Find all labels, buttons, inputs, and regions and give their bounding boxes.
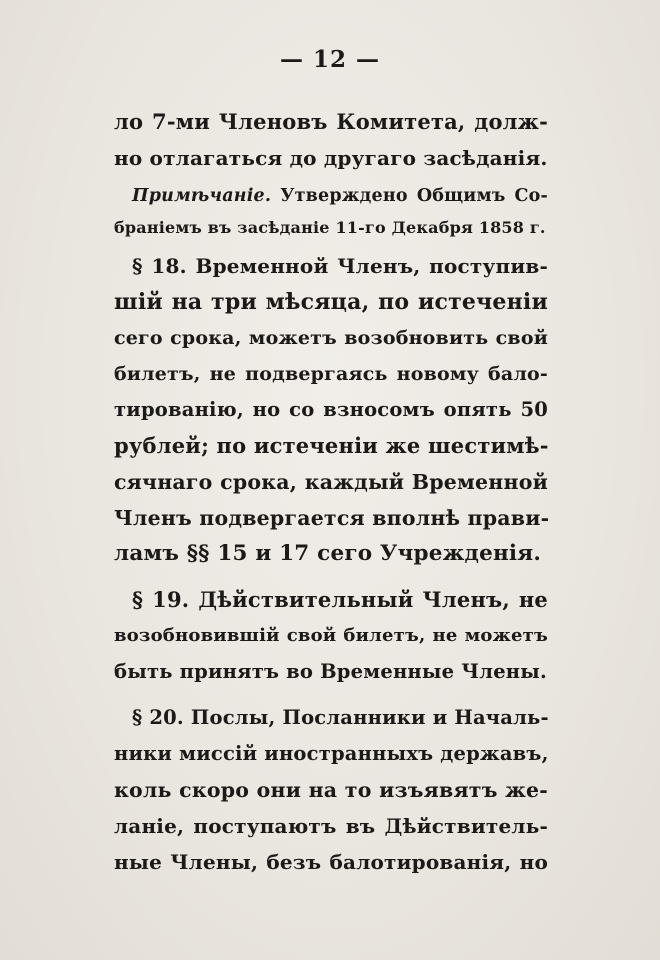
note-label: Примѣчаніе. — [132, 186, 272, 206]
text-line: рублей; по истеченіи же шестимѣ- — [114, 433, 549, 458]
text-line: шій на три мѣсяца, по истеченіи — [114, 289, 548, 315]
text-line: § 20. Послы, Посланники и Началь- — [132, 706, 549, 729]
section-18 — [114, 248, 548, 572]
section-19 — [114, 582, 548, 690]
text-line: коль скоро они на то изъявятъ же- — [114, 778, 548, 802]
note-text: Утверждено Общимъ Со- — [271, 186, 548, 206]
text-line: § 19. Дѣйствительный Членъ, не — [132, 587, 548, 612]
note-first-line — [114, 180, 548, 212]
text-line: но отлагаться до другаго засѣданія. — [114, 146, 548, 170]
text-line: билетъ, не подвергаясь новому бало- — [114, 363, 548, 385]
text-line: ные Члены, безъ балотированія, но — [114, 850, 548, 874]
text-line: ники миссій иностранныхъ державъ, — [114, 742, 549, 765]
text-line: тированію, но со взносомъ опять 50 — [114, 398, 548, 421]
note-paragraph — [114, 180, 548, 244]
text-line: возобновившій свой билетъ, не можетъ — [114, 625, 548, 646]
text-line: ланіе, поступаютъ въ Дѣйствитель- — [114, 814, 548, 838]
text-line: браніемъ въ засѣданіе 11-го Декабря 1858 г. — [114, 218, 546, 237]
text-line: Членъ подвергается вполнѣ прави- — [114, 506, 550, 530]
section-20 — [114, 700, 548, 880]
text-line: сего срока, можетъ возобновить свой — [114, 327, 548, 349]
page-text — [114, 104, 548, 880]
text-line: быть принятъ во Временные Члены. — [114, 660, 548, 683]
paragraph-continuation — [114, 104, 548, 176]
text-line: § 18. Временной Членъ, поступив- — [132, 254, 548, 278]
text-line: ламъ §§ 15 и 17 сего Учрежденія. — [114, 541, 542, 566]
page-number: — 12 — — [279, 46, 381, 73]
text-line: ло 7-ми Членовъ Комитета, долж- — [114, 109, 548, 134]
text-line: сячнаго срока, каждый Временной — [114, 470, 548, 494]
